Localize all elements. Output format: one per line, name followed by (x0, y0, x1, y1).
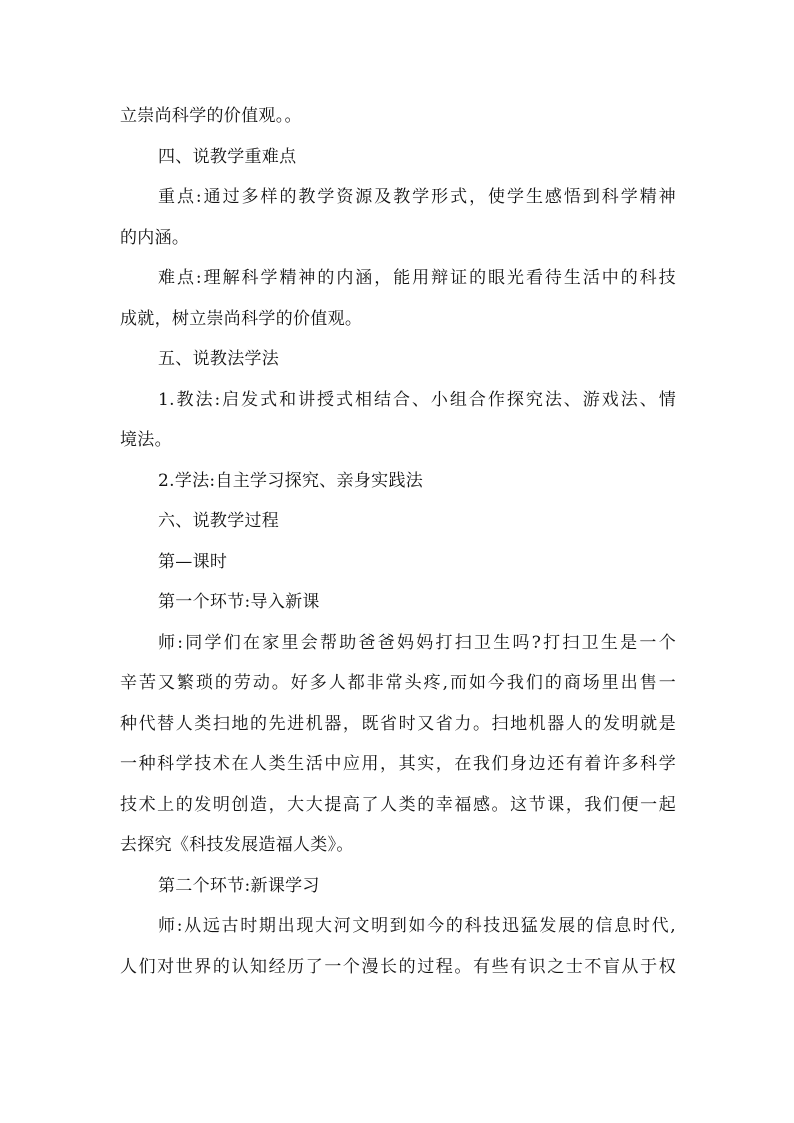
text-line: 难点:理解科学精神的内涵，能用辩证的眼光看待生活中的科技 (158, 268, 676, 288)
text-line: 立崇尚科学的价值观。。 (120, 106, 302, 126)
text-line: 师:同学们在家里会帮助爸爸妈妈打扫卫生吗?打扫卫生是一个 (158, 632, 676, 653)
text-line: 第二个环节:新课学习 (158, 875, 320, 896)
text-line: 第—课时 (158, 551, 228, 572)
text-line: 六、说教学过程 (158, 511, 280, 531)
text-line: 一种科学技术在人类生活中应用，其实，在我们身边还有着许多科学 (120, 754, 676, 774)
text-line: 五、说教法学法 (158, 349, 280, 369)
document-page (120, 96, 676, 987)
text-line: 1.教法:启发式和讲授式相结合、小组合作探究法、游戏法、情 (158, 389, 676, 410)
text-line: 境法。 (120, 430, 172, 450)
text-line: 人们对世界的认知经历了一个漫长的过程。有些有识之士不盲从于权 (120, 956, 676, 977)
text-line: 2.学法:自主学习探究、亲身实践法 (158, 470, 424, 491)
text-line: 去探究《科技发展造福人类》。 (120, 835, 354, 855)
text-line: 成就，树立崇尚科学的价值观。 (120, 308, 363, 329)
text-line: 技术上的发明创造，大大提高了人类的幸福感。这节课，我们便一起 (120, 794, 676, 815)
text-line: 辛苦又繁琐的劳动。好多人都非常头疼,而如今我们的商场里出售一 (120, 673, 676, 693)
text-line: 重点:通过多样的教学资源及教学形式，使学生感悟到科学精神 (158, 187, 676, 207)
text-line: 第一个环节:导入新课 (158, 592, 320, 612)
text-line: 的内涵。 (120, 227, 190, 248)
text-line: 种代替人类扫地的先进机器，既省时又省力。扫地机器人的发明就是 (120, 713, 676, 734)
text-line: 师:从远古时期出现大河文明到如今的科技迅猛发展的信息时代, (158, 916, 676, 936)
text-line: 四、说教学重难点 (158, 146, 297, 167)
